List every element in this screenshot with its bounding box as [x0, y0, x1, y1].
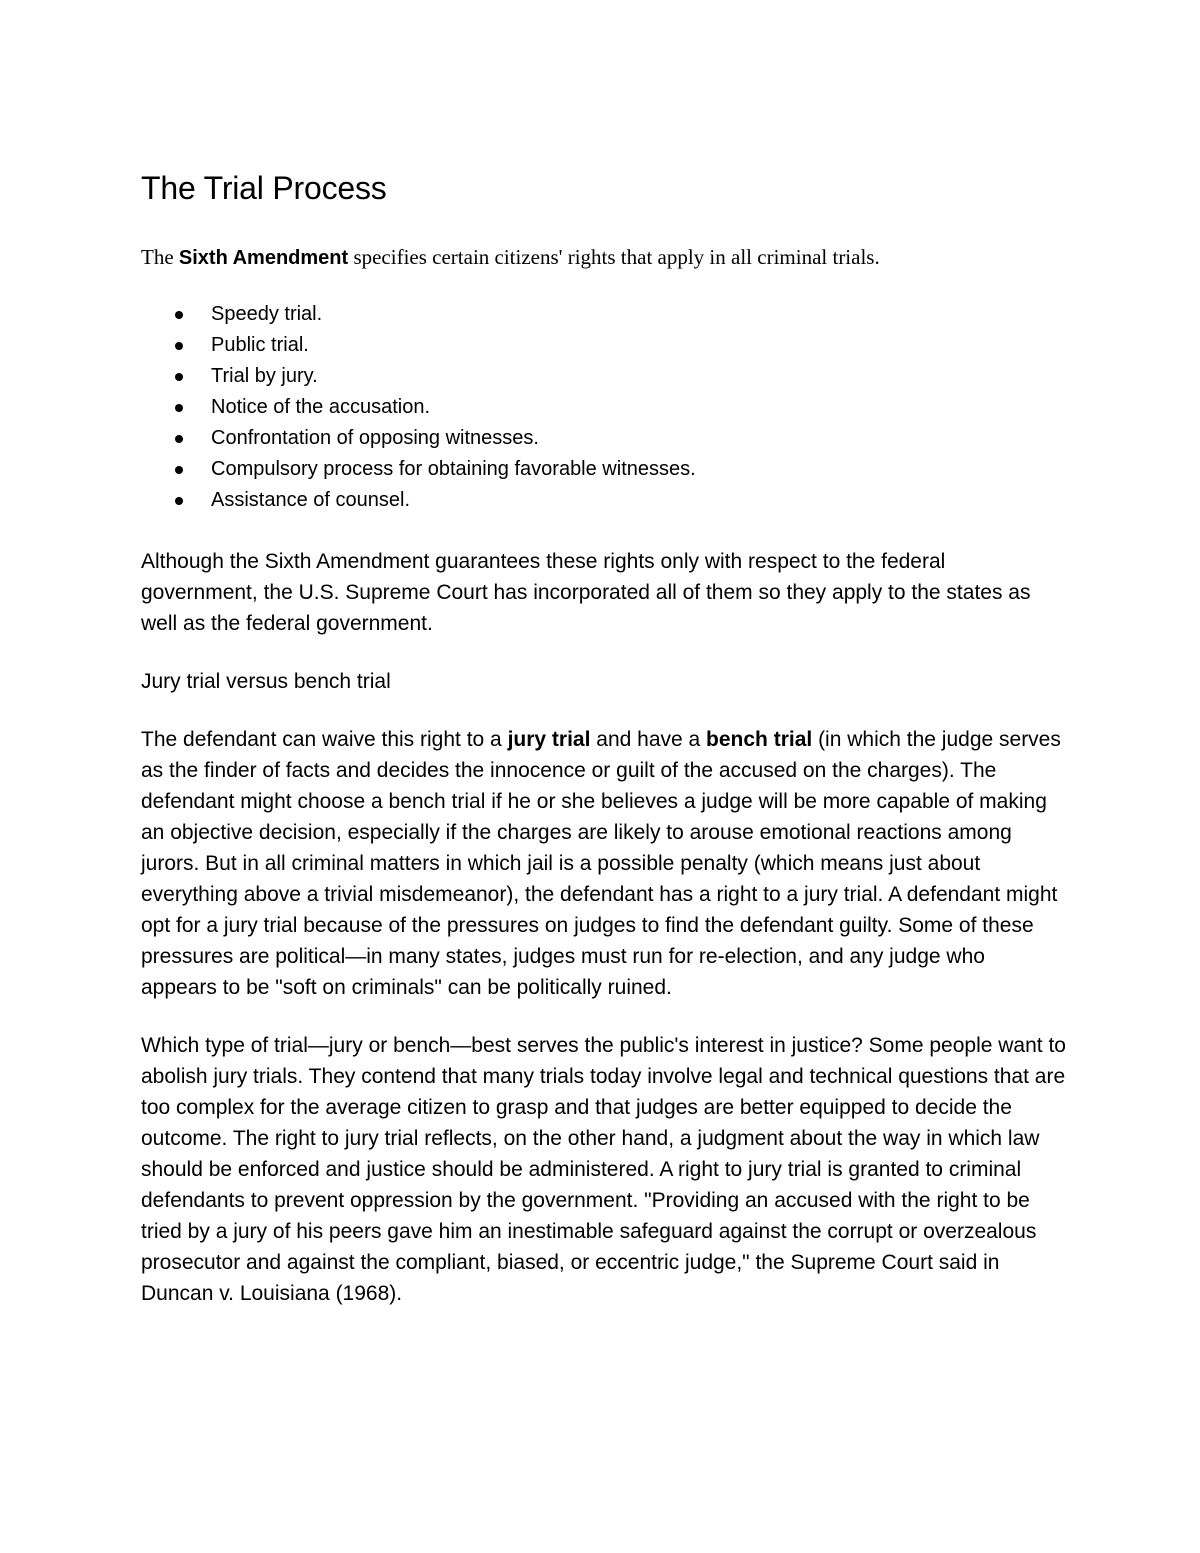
intro-text-pre: The: [141, 245, 179, 269]
list-item-text: Compulsory process for obtaining favorable witnesses.: [211, 458, 696, 480]
bench-trial-term: bench trial: [706, 728, 813, 751]
bullet-icon: [175, 404, 183, 412]
intro-text-post: specifies certain citizens' rights that apply in all criminal trials.: [348, 245, 880, 269]
document-page: [141, 168, 1066, 1309]
list-item: [141, 361, 1066, 392]
list-item: [141, 423, 1066, 454]
jury-vs-bench-paragraph: [141, 724, 1066, 1003]
bullet-icon: [175, 435, 183, 443]
list-item-text: Assistance of counsel.: [211, 489, 410, 511]
bullet-icon: [175, 311, 183, 319]
intro-bold-term: Sixth Amendment: [178, 247, 349, 269]
bullet-icon: [175, 373, 183, 381]
list-item: [141, 330, 1066, 361]
jury-text-1: The defendant can waive this right to a: [141, 728, 508, 751]
incorporation-paragraph: Although the Sixth Amendment guarantees these rights only with respect to the federal government, the U.S. Supreme Court has incorporated all of them so they apply to the states as well as the federal government.: [141, 550, 1031, 635]
jury-text-3: (in which the judge serves as the finder of facts and decides the innocence or guilt of the accused on the charges). The defendant might choose a bench trial if he or she believes a judge will be more capable of making an objective decision, especially if the charges are likely to arouse emotional reactions among jurors. But in all criminal matters in which jail is a possible penalty (which means just about everything above a trivial misdemeanor), the defendant has a right to a jury trial. A defendant might opt for a jury trial because of the pressures on judges to find the defendant guilty. Some of these pressures are political—in many states, judges must run for re-election, and any judge who appears to be "soft on criminals" can be politically ruined.: [141, 728, 1061, 999]
list-item-text: Speedy trial.: [211, 303, 323, 325]
jury-trial-term: jury trial: [507, 728, 591, 751]
jury-text-2: and have a: [590, 728, 707, 751]
list-item-text: Notice of the accusation.: [211, 396, 431, 418]
list-item-text: Trial by jury.: [211, 365, 318, 387]
bullet-icon: [175, 342, 183, 350]
section-subheading: Jury trial versus bench trial: [141, 670, 391, 693]
list-item: [141, 392, 1066, 423]
which-trial-paragraph: Which type of trial—jury or bench—best serves the public's interest in justice? Some people want to abolish jury trials. They contend that many trials today involve legal and technical questions that are too complex for the average citizen to grasp and that judges are better equipped to decide the outcome. The right to jury trial reflects, on the other hand, a judgment about the way in which law should be enforced and justice should be administered. A right to jury trial is granted to criminal defendants to prevent oppression by the government. "Providing an accused with the right to be tried by a jury of his peers gave him an inestimable safeguard against the corrupt or overzealous prosecutor and against the compliant, biased, or eccentric judge," the Supreme Court said in Duncan v. Louisiana (1968).: [141, 1034, 1066, 1305]
list-item-text: Confrontation of opposing witnesses.: [211, 427, 539, 449]
rights-list: [141, 299, 1066, 516]
bullet-icon: [175, 497, 183, 505]
list-item: [141, 485, 1066, 516]
page-title: The Trial Process: [141, 170, 387, 206]
intro-paragraph: [141, 242, 1066, 273]
bullet-icon: [175, 466, 183, 474]
list-item-text: Public trial.: [211, 334, 309, 356]
list-item: [141, 299, 1066, 330]
list-item: [141, 454, 1066, 485]
